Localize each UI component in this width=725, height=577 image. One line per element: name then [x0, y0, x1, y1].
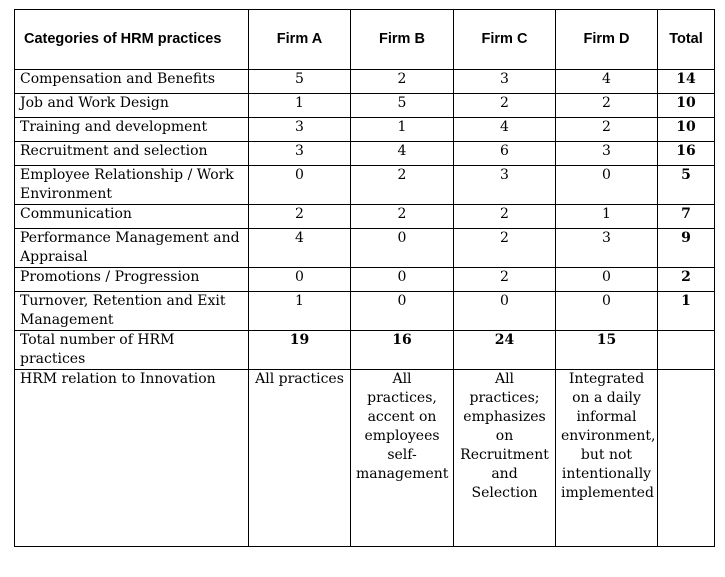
header-firm-c: Firm C	[454, 10, 556, 70]
firm-b-cell: 4	[351, 142, 454, 166]
table-row	[15, 118, 715, 142]
table-row	[15, 229, 715, 268]
firm-d-cell: 0	[556, 268, 658, 292]
firm-d-cell: 0	[556, 292, 658, 331]
firm-d-cell: 1	[556, 205, 658, 229]
category-cell: Training and development	[15, 118, 249, 142]
grand-total-cell	[658, 331, 715, 370]
firm-a-cell: 5	[249, 70, 351, 94]
firm-a-cell: 1	[249, 292, 351, 331]
total-cell: 14	[658, 70, 715, 94]
firm-c-cell: 3	[454, 70, 556, 94]
total-cell: 5	[658, 166, 715, 205]
total-row-label: Total number of HRM practices	[15, 331, 249, 370]
table-row	[15, 292, 715, 331]
header-categories: Categories of HRM practices	[15, 10, 249, 70]
firm-b-cell: 5	[351, 94, 454, 118]
firm-a-cell: 3	[249, 118, 351, 142]
header-row	[15, 10, 715, 70]
firm-d-cell: 2	[556, 118, 658, 142]
firm-a-cell: 0	[249, 268, 351, 292]
firm-c-innovation: All practices; emphasizes on Recruitment and Selection	[454, 370, 556, 547]
firm-d-cell: 3	[556, 229, 658, 268]
firm-a-innovation: All practices	[249, 370, 351, 547]
firm-b-innovation: All practices, accent on employees self-management	[351, 370, 454, 547]
firm-b-cell: 0	[351, 229, 454, 268]
firm-c-cell: 4	[454, 118, 556, 142]
total-cell: 10	[658, 94, 715, 118]
firm-c-cell: 6	[454, 142, 556, 166]
firm-a-total: 19	[249, 331, 351, 370]
table-row	[15, 142, 715, 166]
header-firm-a: Firm A	[249, 10, 351, 70]
category-cell: Promotions / Progression	[15, 268, 249, 292]
total-innovation	[658, 370, 715, 547]
category-cell: Performance Management and Appraisal	[15, 229, 249, 268]
firm-c-cell: 3	[454, 166, 556, 205]
header-total: Total	[658, 10, 715, 70]
firm-b-cell: 2	[351, 70, 454, 94]
firm-c-cell: 2	[454, 94, 556, 118]
category-cell: Employee Relationship / Work Environment	[15, 166, 249, 205]
firm-a-cell: 1	[249, 94, 351, 118]
firm-b-total: 16	[351, 331, 454, 370]
firm-a-cell: 0	[249, 166, 351, 205]
firm-d-total: 15	[556, 331, 658, 370]
total-cell: 1	[658, 292, 715, 331]
firm-b-cell: 1	[351, 118, 454, 142]
firm-d-cell: 2	[556, 94, 658, 118]
total-cell: 7	[658, 205, 715, 229]
category-cell: Communication	[15, 205, 249, 229]
table-row	[15, 205, 715, 229]
total-cell: 10	[658, 118, 715, 142]
header-firm-d: Firm D	[556, 10, 658, 70]
firm-d-cell: 3	[556, 142, 658, 166]
table-row	[15, 268, 715, 292]
total-cell: 2	[658, 268, 715, 292]
firm-c-cell: 2	[454, 229, 556, 268]
firm-a-cell: 2	[249, 205, 351, 229]
hrm-practices-table	[14, 9, 715, 547]
firm-b-cell: 2	[351, 205, 454, 229]
header-firm-b: Firm B	[351, 10, 454, 70]
firm-c-cell: 2	[454, 268, 556, 292]
firm-c-cell: 0	[454, 292, 556, 331]
innovation-label: HRM relation to Innovation	[15, 370, 249, 547]
category-cell: Recruitment and selection	[15, 142, 249, 166]
innovation-row	[15, 370, 715, 547]
firm-b-cell: 2	[351, 166, 454, 205]
firm-c-total: 24	[454, 331, 556, 370]
category-cell: Job and Work Design	[15, 94, 249, 118]
category-cell: Compensation and Benefits	[15, 70, 249, 94]
firm-a-cell: 4	[249, 229, 351, 268]
table-row	[15, 70, 715, 94]
firm-d-cell: 4	[556, 70, 658, 94]
category-cell: Turnover, Retention and Exit Management	[15, 292, 249, 331]
total-cell: 9	[658, 229, 715, 268]
firm-b-cell: 0	[351, 268, 454, 292]
firm-d-innovation: Integrated on a daily informal environment, but not intentionally implemented	[556, 370, 658, 547]
total-number-row	[15, 331, 715, 370]
table-row	[15, 166, 715, 205]
table-row	[15, 94, 715, 118]
total-cell: 16	[658, 142, 715, 166]
firm-b-cell: 0	[351, 292, 454, 331]
firm-c-cell: 2	[454, 205, 556, 229]
firm-a-cell: 3	[249, 142, 351, 166]
firm-d-cell: 0	[556, 166, 658, 205]
